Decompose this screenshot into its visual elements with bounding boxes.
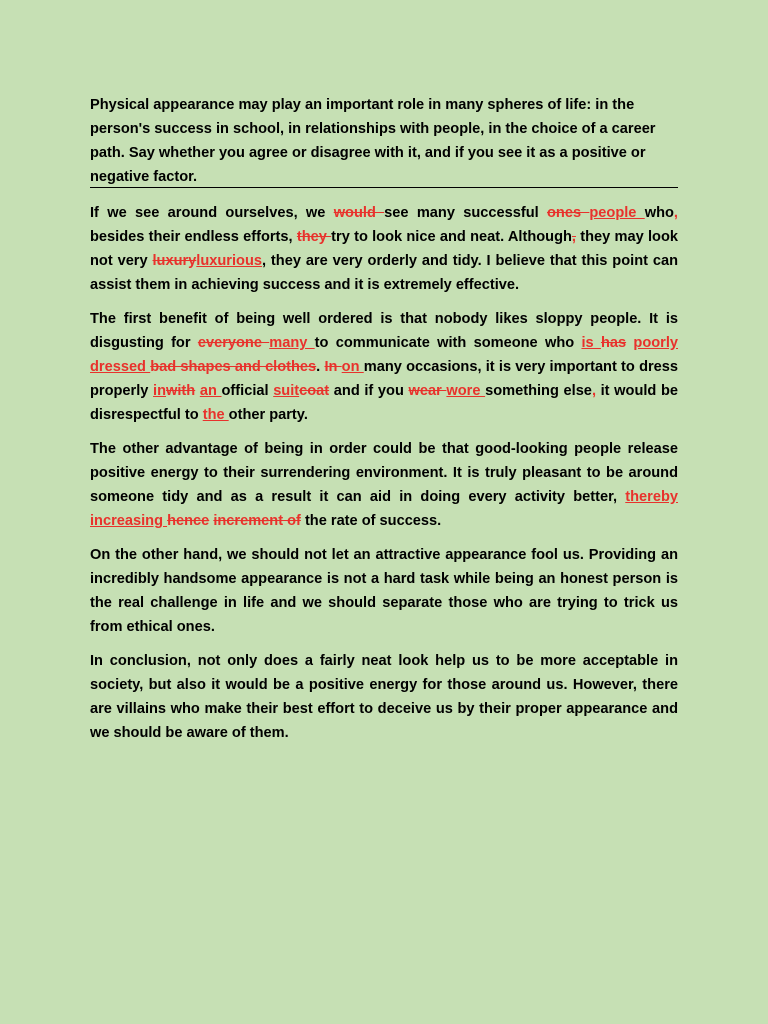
text-segment: to communicate with someone who (314, 335, 582, 351)
text-segment: it would be disrespectful to (90, 383, 678, 423)
paragraph-1 (90, 201, 678, 297)
paragraph-3 (90, 437, 678, 533)
deleted-text: hence (167, 513, 210, 529)
deleted-text: ones (547, 205, 590, 221)
text-segment: official (221, 383, 274, 399)
deleted-text: increment of (213, 513, 301, 529)
essay-prompt: Physical appearance may play an important role in many spheres of life: in the person's success in school, in relationships with people, in the choice of a career path. Say whether you agree or disagree with it, and if you see it as a positive or negative factor. (90, 97, 656, 185)
deleted-text: with (166, 383, 196, 399)
deleted-text: wear (408, 383, 447, 399)
inserted-text: people (589, 205, 645, 221)
inserted-text: poorly dressed (90, 335, 678, 375)
deleted-text: would (333, 205, 385, 221)
inserted-text: many (269, 335, 315, 351)
text-segment: besides their endless efforts, (90, 229, 297, 245)
inserted-text: luxurious (196, 253, 262, 269)
text-segment: , they are very orderly and tidy. I believe that this point can assist them in achieving success and it is extremely effective. (90, 253, 678, 293)
text-segment: The first benefit of being well ordered is that nobody likes sloppy people. It is disgusting for (90, 311, 678, 351)
deleted-text: bad shapes and clothes (150, 359, 317, 375)
text-segment: the rate of success. (300, 513, 442, 529)
inserted-text: an (199, 383, 222, 399)
text-segment: other party. (228, 407, 308, 423)
inserted-text: thereby increasing (90, 489, 678, 529)
inserted-text: , (591, 383, 596, 399)
text-segment: The other advantage of being in order could be that good-looking people release positive energy to their surrendering environment. It is truly pleasant to be around someone tidy and as a result it can aid in doing every activity better, (90, 441, 678, 505)
divider-line (90, 187, 678, 188)
paragraph-5: In conclusion, not only does a fairly neat look help us to be more acceptable in society, but also it would be a positive energy for those around us. However, there are villains who make their best effort to deceive us by their proper appearance and we should be aware of them. (90, 653, 678, 741)
deleted-text: coat (299, 383, 330, 399)
text-segment: see many successful (384, 205, 548, 221)
text-segment: If we see around ourselves, we (90, 205, 334, 221)
text-segment: try to look nice and neat. Although (331, 229, 572, 245)
deleted-text: has (600, 335, 627, 351)
essay-body (90, 201, 678, 755)
paragraph-4: On the other hand, we should not let an attractive appearance fool us. Providing an incredibly handsome appearance is not a hard task while being an honest person is the real challenge in life and we should separate those who are trying to trick us from ethical ones. (90, 547, 678, 635)
deleted-text: In (324, 359, 342, 375)
text-segment: who (644, 205, 674, 221)
deleted-text: everyone (197, 335, 270, 351)
inserted-text: in (153, 383, 167, 399)
inserted-text: is (581, 335, 601, 351)
deleted-text: they (296, 229, 332, 245)
inserted-text: the (202, 407, 229, 423)
text-segment: they may look not very (90, 229, 678, 269)
inserted-text: suit (273, 383, 300, 399)
inserted-text: wore (446, 383, 486, 399)
deleted-text: , (571, 229, 576, 245)
text-segment: many occasions, it is very important to dress properly (90, 359, 679, 399)
paragraph-2 (90, 307, 678, 427)
deleted-text: luxury (152, 253, 197, 269)
text-segment: . (316, 359, 325, 375)
inserted-text: , (673, 205, 678, 221)
text-segment: and if you (329, 383, 409, 399)
text-segment: something else (485, 383, 592, 399)
inserted-text: on (341, 359, 364, 375)
